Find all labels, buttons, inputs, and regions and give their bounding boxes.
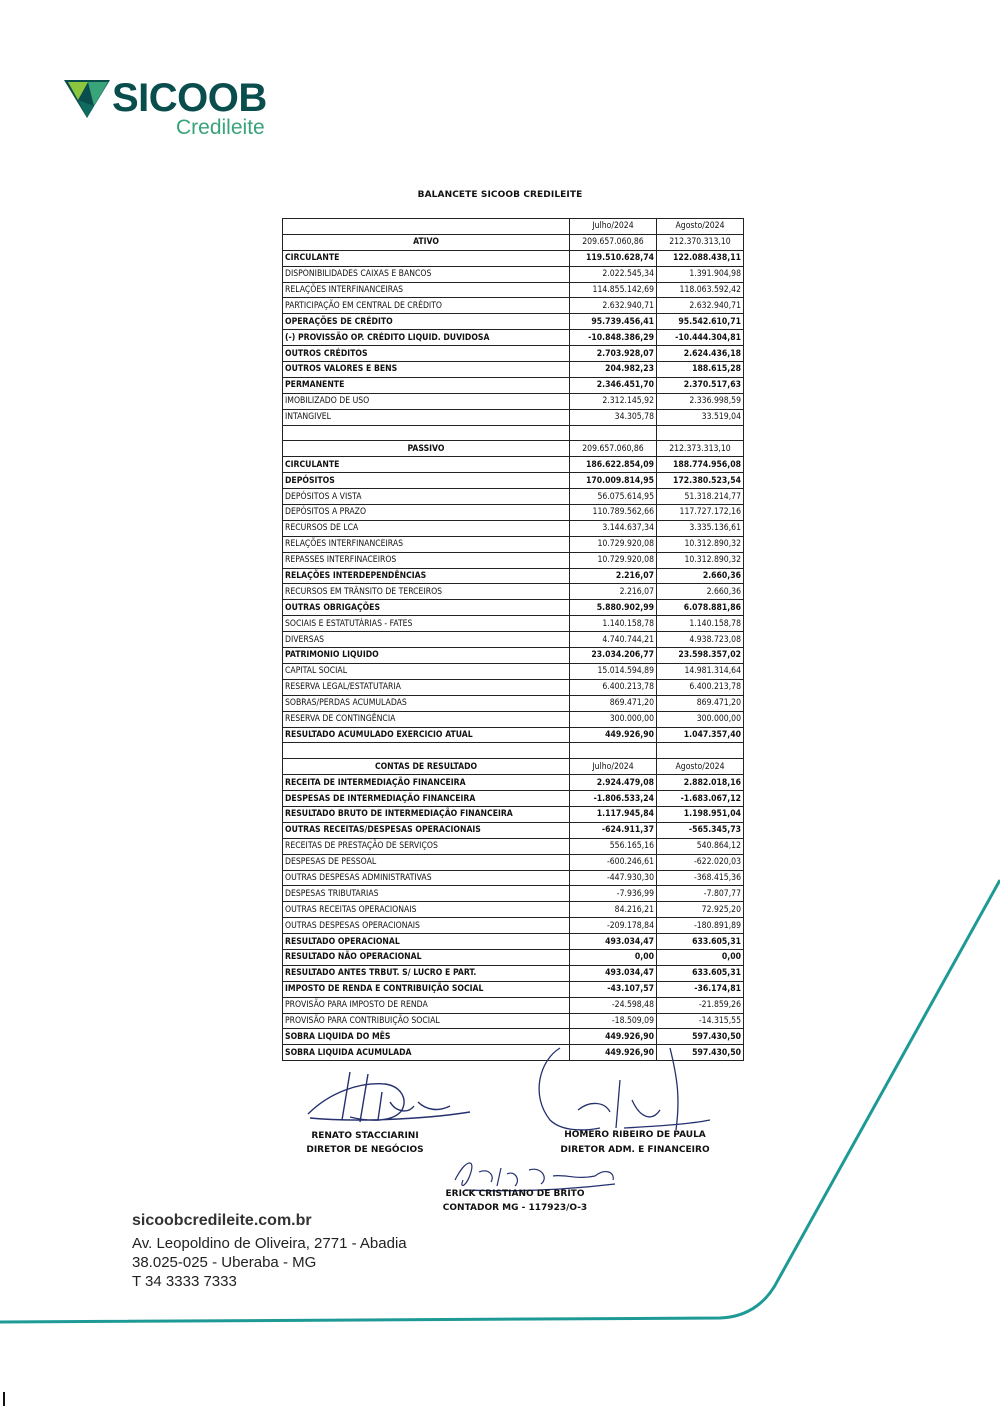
row-value-agosto <box>657 743 744 759</box>
row-value-julho <box>570 743 657 759</box>
row-value-agosto: 95.542.610,71 <box>657 314 744 330</box>
table-row <box>283 346 744 362</box>
row-value-agosto: 4.938.723,08 <box>657 632 744 648</box>
table-row <box>283 282 744 298</box>
row-value-julho: 209.657.060,86 <box>570 234 657 250</box>
row-label: SOCIAIS E ESTATUTÁRIAS - FATES <box>283 616 570 632</box>
row-value-agosto: 597.430,50 <box>657 1045 744 1061</box>
table-row <box>283 679 744 695</box>
row-label: RECURSOS EM TRÂNSITO DE TERCEIROS <box>283 584 570 600</box>
table-row <box>283 870 744 886</box>
table-row <box>283 584 744 600</box>
row-value-agosto: 122.088.438,11 <box>657 250 744 266</box>
row-value-agosto: 2.370.517,63 <box>657 377 744 393</box>
row-label: RESERVA DE CONTINGÊNCIA <box>283 711 570 727</box>
table-row <box>283 775 744 791</box>
row-value-agosto: -622.020,03 <box>657 854 744 870</box>
row-value-agosto: 1.198.951,04 <box>657 806 744 822</box>
table-row <box>283 695 744 711</box>
signer-role-1: DIRETOR DE NEGÓCIOS <box>306 1145 424 1155</box>
row-label: CAPITAL SOCIAL <box>283 663 570 679</box>
row-value-agosto: 51.318.214,77 <box>657 489 744 505</box>
table-row <box>283 616 744 632</box>
row-label: OUTRAS DESPESAS OPERACIONAIS <box>283 918 570 934</box>
row-label: CIRCULANTE <box>283 250 570 266</box>
row-value-julho: 556.165,16 <box>570 838 657 854</box>
row-value-julho: -24.598,48 <box>570 997 657 1013</box>
table-row <box>283 902 744 918</box>
row-value-julho: 2.703.928,07 <box>570 346 657 362</box>
row-label: PERMANENTE <box>283 377 570 393</box>
row-value-julho: 1.117.945,84 <box>570 806 657 822</box>
document-title: BALANCETE SICOOB CREDILEITE <box>417 190 583 200</box>
row-label <box>283 425 570 441</box>
row-value-agosto: -1.683.067,12 <box>657 791 744 807</box>
row-label: RESULTADO ANTES TRBUT. S/ LUCRO E PART. <box>283 965 570 981</box>
row-value-julho: 84.216,21 <box>570 902 657 918</box>
column-header-row <box>283 219 744 235</box>
table-row <box>283 298 744 314</box>
table-row <box>283 632 744 648</box>
row-label: OPERAÇÕES DE CRÉDITO <box>283 314 570 330</box>
row-label: RELAÇÕES INTERFINANCEIRAS <box>283 536 570 552</box>
row-label: DISPONIBILIDADES CAIXAS E BANCOS <box>283 266 570 282</box>
table-row <box>283 234 744 250</box>
table-row <box>283 727 744 743</box>
row-label: SOBRAS/PERDAS ACUMULADAS <box>283 695 570 711</box>
row-label: OUTROS CRÉDITOS <box>283 346 570 362</box>
row-label: IMOBILIZADO DE USO <box>283 393 570 409</box>
row-value-agosto: 2.882.018,16 <box>657 775 744 791</box>
row-label: RESULTADO OPERACIONAL <box>283 934 570 950</box>
row-label: DEPÓSITOS A VISTA <box>283 489 570 505</box>
row-value-agosto: 2.660,36 <box>657 584 744 600</box>
row-value-julho: 23.034.206,77 <box>570 648 657 664</box>
header-blank <box>283 219 570 235</box>
row-value-agosto: -14.315,55 <box>657 1013 744 1029</box>
row-label: IMPOSTO DE RENDA E CONTRIBUIÇÃO SOCIAL <box>283 981 570 997</box>
table-row <box>283 854 744 870</box>
row-label: OUTROS VALORES E BENS <box>283 362 570 378</box>
signer-name-1: RENATO STACCIARINI <box>311 1131 419 1141</box>
table-row <box>283 266 744 282</box>
footer-phone: T 34 3333 7333 <box>132 1273 237 1290</box>
footer-website: sicoobcredileite.com.br <box>132 1212 312 1229</box>
header-col1: Julho/2024 <box>570 219 657 235</box>
row-value-julho: 6.400.213,78 <box>570 679 657 695</box>
table-row <box>283 409 744 425</box>
row-value-julho: 56.075.614,95 <box>570 489 657 505</box>
row-value-agosto <box>657 425 744 441</box>
table-row <box>283 600 744 616</box>
row-value-agosto: 633.605,31 <box>657 965 744 981</box>
row-value-agosto: 1.391.904,98 <box>657 266 744 282</box>
row-value-agosto: 188.615,28 <box>657 362 744 378</box>
table-row <box>283 505 744 521</box>
row-value-agosto: -21.859,26 <box>657 997 744 1013</box>
row-label: DEPÓSITOS A PRAZO <box>283 505 570 521</box>
row-value-agosto: 3.335.136,61 <box>657 520 744 536</box>
row-label: DESPESAS TRIBUTARIAS <box>283 886 570 902</box>
spacer-row <box>283 743 744 759</box>
row-value-julho: 110.789.562,66 <box>570 505 657 521</box>
row-value-julho: 204.982,23 <box>570 362 657 378</box>
row-label: RESULTADO NÃO OPERACIONAL <box>283 949 570 965</box>
table-row <box>283 536 744 552</box>
brand-name: SICOOB <box>112 76 267 120</box>
row-value-agosto: 212.373.313,10 <box>657 441 744 457</box>
table-row <box>283 393 744 409</box>
row-label: RECEITAS DE PRESTAÇÃO DE SERVIÇOS <box>283 838 570 854</box>
header-col2: Agosto/2024 <box>657 219 744 235</box>
table-row <box>283 981 744 997</box>
row-label: PROVISÃO PARA CONTRIBUIÇÃO SOCIAL <box>283 1013 570 1029</box>
sicoob-triangle-icon <box>64 78 110 120</box>
footer-city: 38.025-025 - Uberaba - MG <box>132 1254 317 1271</box>
row-label: DIVERSAS <box>283 632 570 648</box>
row-value-julho: 119.510.628,74 <box>570 250 657 266</box>
row-value-agosto: 1.047.357,40 <box>657 727 744 743</box>
table-row <box>283 934 744 950</box>
row-value-agosto: 597.430,50 <box>657 1029 744 1045</box>
row-label: SOBRA LIQUIDA ACUMULADA <box>283 1045 570 1061</box>
signer-role-3: CONTADOR MG - 117923/O-3 <box>442 1203 588 1213</box>
row-value-julho: 5.880.902,99 <box>570 600 657 616</box>
row-label: PASSIVO <box>283 441 570 457</box>
spacer-row <box>283 425 744 441</box>
signature-renato <box>290 1062 490 1134</box>
row-value-julho: 114.855.142,69 <box>570 282 657 298</box>
table-row <box>283 886 744 902</box>
table-row <box>283 552 744 568</box>
row-label: PATRIMONIO LIQUIDO <box>283 648 570 664</box>
row-value-julho: Julho/2024 <box>570 759 657 775</box>
row-label: (-) PROVISSÃO OP. CRÉDITO LIQUID. DUVIDOSA <box>283 330 570 346</box>
table-row <box>283 949 744 965</box>
table-row <box>283 965 744 981</box>
row-value-julho: 493.034,47 <box>570 934 657 950</box>
row-value-julho: -43.107,57 <box>570 981 657 997</box>
table-row <box>283 520 744 536</box>
row-value-julho: 34.305,78 <box>570 409 657 425</box>
row-label: OUTRAS OBRIGAÇÕES <box>283 600 570 616</box>
row-label: SOBRA LIQUIDA DO MÊS <box>283 1029 570 1045</box>
table-row <box>283 377 744 393</box>
table-row <box>283 648 744 664</box>
table-row <box>283 791 744 807</box>
table-row <box>283 1013 744 1029</box>
row-value-agosto: 6.400.213,78 <box>657 679 744 695</box>
table-row <box>283 838 744 854</box>
row-value-julho: 2.312.145,92 <box>570 393 657 409</box>
row-value-julho: 2.216,07 <box>570 584 657 600</box>
row-value-agosto: 6.078.881,86 <box>657 600 744 616</box>
signer-name-2: HOMERO RIBEIRO DE PAULA <box>564 1130 706 1140</box>
table-row <box>283 457 744 473</box>
row-value-agosto: -10.444.304,81 <box>657 330 744 346</box>
table-row <box>283 711 744 727</box>
signer-role-2: DIRETOR ADM. E FINANCEIRO <box>560 1145 710 1155</box>
row-label: DESPESAS DE PESSOAL <box>283 854 570 870</box>
row-value-agosto: 2.632.940,71 <box>657 298 744 314</box>
row-value-julho: 10.729.920,08 <box>570 536 657 552</box>
row-label: CIRCULANTE <box>283 457 570 473</box>
row-value-julho: 449.926,90 <box>570 727 657 743</box>
row-value-agosto: 23.598.357,02 <box>657 648 744 664</box>
row-value-julho: -600.246,61 <box>570 854 657 870</box>
table-row <box>283 663 744 679</box>
row-value-julho: 10.729.920,08 <box>570 552 657 568</box>
table-row <box>283 314 744 330</box>
row-value-agosto: 172.380.523,54 <box>657 473 744 489</box>
row-value-julho: 4.740.744,21 <box>570 632 657 648</box>
row-value-julho: 15.014.594,89 <box>570 663 657 679</box>
row-value-julho <box>570 425 657 441</box>
row-value-agosto: 212.370.313,10 <box>657 234 744 250</box>
row-value-julho: 869.471,20 <box>570 695 657 711</box>
row-value-julho: 209.657.060,86 <box>570 441 657 457</box>
row-value-agosto: Agosto/2024 <box>657 759 744 775</box>
row-value-julho: -18.509,09 <box>570 1013 657 1029</box>
table-row <box>283 362 744 378</box>
row-label: ATIVO <box>283 234 570 250</box>
row-label: OUTRAS RECEITAS OPERACIONAIS <box>283 902 570 918</box>
row-label: PROVISÃO PARA IMPOSTO DE RENDA <box>283 997 570 1013</box>
row-value-julho: 1.140.158,78 <box>570 616 657 632</box>
row-value-agosto: 72.925,20 <box>657 902 744 918</box>
row-value-julho: 300.000,00 <box>570 711 657 727</box>
row-value-agosto: 117.727.172,16 <box>657 505 744 521</box>
row-value-julho: -10.848.386,29 <box>570 330 657 346</box>
row-value-agosto: 33.519,04 <box>657 409 744 425</box>
edge-mark <box>3 1392 5 1406</box>
row-value-julho: 2.924.479,08 <box>570 775 657 791</box>
table-row <box>283 759 744 775</box>
row-value-julho: 170.009.814,95 <box>570 473 657 489</box>
row-label <box>283 743 570 759</box>
row-label: DEPÓSITOS <box>283 473 570 489</box>
row-label: RECURSOS DE LCA <box>283 520 570 536</box>
row-value-agosto: 1.140.158,78 <box>657 616 744 632</box>
table-row <box>283 473 744 489</box>
row-value-julho: 493.034,47 <box>570 965 657 981</box>
row-value-julho: -7.936,99 <box>570 886 657 902</box>
row-value-julho: 449.926,90 <box>570 1029 657 1045</box>
table-row <box>283 489 744 505</box>
row-value-agosto: 2.660,36 <box>657 568 744 584</box>
row-value-agosto: -180.891,89 <box>657 918 744 934</box>
row-value-agosto: 10.312.890,32 <box>657 552 744 568</box>
table-row <box>283 250 744 266</box>
row-label: RELAÇÕES INTERFINANCEIRAS <box>283 282 570 298</box>
signature-homero <box>520 1040 720 1135</box>
row-value-julho: 0,00 <box>570 949 657 965</box>
row-value-agosto: 188.774.956,08 <box>657 457 744 473</box>
row-value-julho: 449.926,90 <box>570 1045 657 1061</box>
row-value-agosto: 14.981.314,64 <box>657 663 744 679</box>
row-value-julho: -209.178,84 <box>570 918 657 934</box>
signer-name-3: ERICK CRISTIANO DE BRITO <box>445 1189 585 1199</box>
row-value-agosto: 869.471,20 <box>657 695 744 711</box>
row-value-julho: 2.216,07 <box>570 568 657 584</box>
row-value-julho: 2.632.940,71 <box>570 298 657 314</box>
row-value-julho: -447.930,30 <box>570 870 657 886</box>
row-value-julho: 95.739.456,41 <box>570 314 657 330</box>
row-value-agosto: -368.415,36 <box>657 870 744 886</box>
row-label: OUTRAS RECEITAS/DESPESAS OPERACIONAIS <box>283 822 570 838</box>
row-label: RESULTADO BRUTO DE INTERMEDIAÇÃO FINANCEIRA <box>283 806 570 822</box>
table-row <box>283 568 744 584</box>
row-label: RECEITA DE INTERMEDIAÇÃO FINANCEIRA <box>283 775 570 791</box>
row-label: PARTICIPAÇÃO EM CENTRAL DE CRÉDITO <box>283 298 570 314</box>
row-value-julho: 2.022.545,34 <box>570 266 657 282</box>
row-label: OUTRAS DESPESAS ADMINISTRATIVAS <box>283 870 570 886</box>
sicoob-logo <box>64 76 294 146</box>
row-label: CONTAS DE RESULTADO <box>283 759 570 775</box>
table-row <box>283 330 744 346</box>
row-value-julho: -624.911,37 <box>570 822 657 838</box>
brand-sub: Credileite <box>176 116 265 139</box>
row-value-julho: 3.144.637,34 <box>570 520 657 536</box>
row-value-agosto: 540.864,12 <box>657 838 744 854</box>
row-value-agosto: 10.312.890,32 <box>657 536 744 552</box>
row-value-julho: -1.806.533,24 <box>570 791 657 807</box>
row-label: RELAÇÕES INTERDEPENDÊNCIAS <box>283 568 570 584</box>
row-value-agosto: -7.807,77 <box>657 886 744 902</box>
row-value-agosto: 300.000,00 <box>657 711 744 727</box>
row-value-agosto: 2.624.436,18 <box>657 346 744 362</box>
row-label: INTANGIVEL <box>283 409 570 425</box>
balance-table <box>282 218 744 1061</box>
table-row <box>283 918 744 934</box>
row-value-agosto: 118.063.592,42 <box>657 282 744 298</box>
row-label: DESPESAS DE INTERMEDIAÇÃO FINANCEIRA <box>283 791 570 807</box>
row-value-julho: 2.346.451,70 <box>570 377 657 393</box>
footer-address: Av. Leopoldino de Oliveira, 2771 - Abadia <box>132 1235 407 1252</box>
row-value-agosto: 633.605,31 <box>657 934 744 950</box>
footer <box>132 1212 407 1291</box>
row-value-agosto: -36.174,81 <box>657 981 744 997</box>
row-value-julho: 186.622.854,09 <box>570 457 657 473</box>
table-row <box>283 441 744 457</box>
row-value-agosto: -565.345,73 <box>657 822 744 838</box>
table-row <box>283 822 744 838</box>
row-label: RESULTADO ACUMULADO EXERCICIO ATUAL <box>283 727 570 743</box>
row-value-agosto: 2.336.998,59 <box>657 393 744 409</box>
row-label: RESERVA LEGAL/ESTATUTARIA <box>283 679 570 695</box>
row-value-agosto: 0,00 <box>657 949 744 965</box>
table-row <box>283 997 744 1013</box>
row-label: REPASSES INTERFINACEIROS <box>283 552 570 568</box>
table-row <box>283 806 744 822</box>
